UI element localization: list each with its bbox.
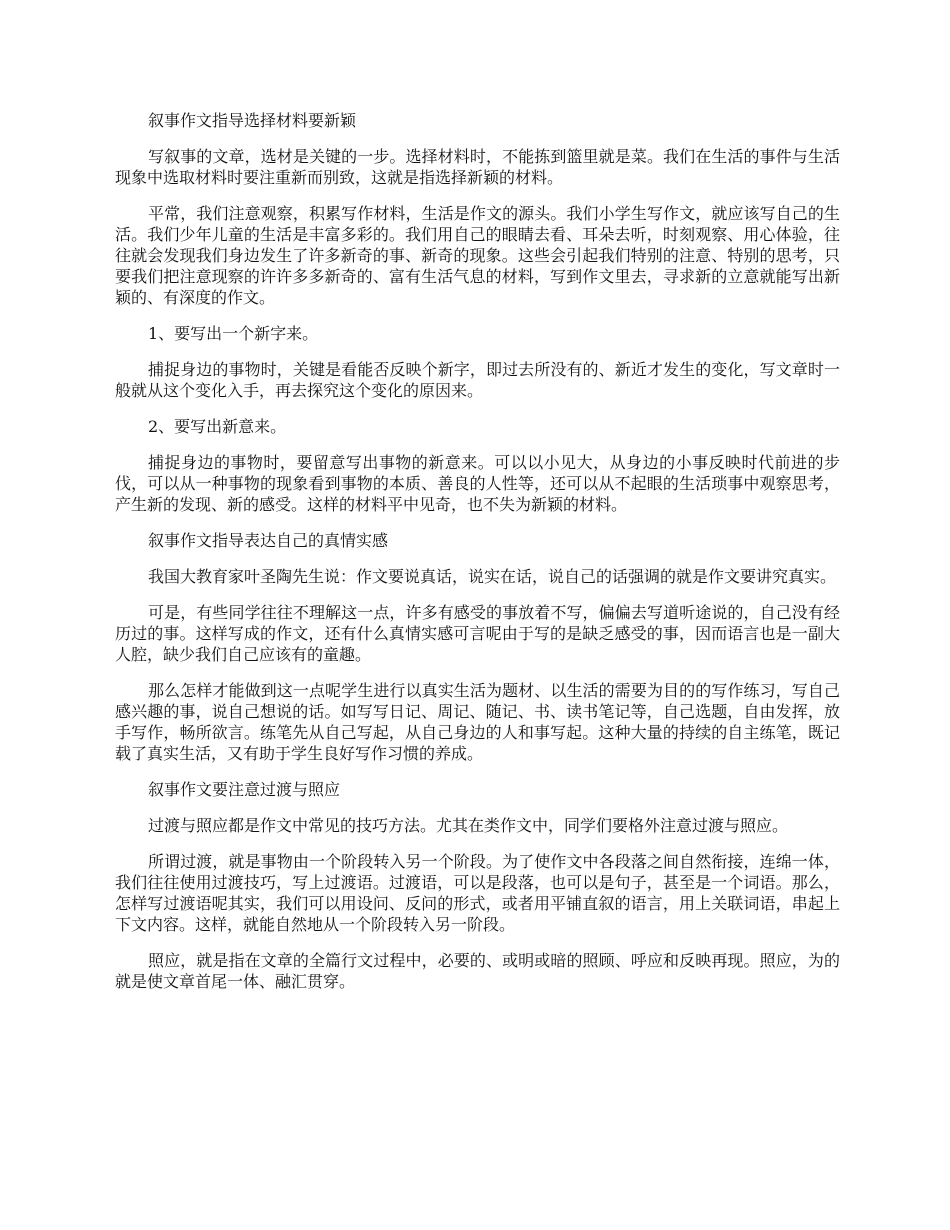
paragraph: 平常，我们注意观察，积累写作材料，生活是作文的源头。我们小学生写作文，就应该写自己的生活。我们少年儿童的生活是丰富多彩的。我们用自己的眼睛去看、耳朵去听，时刻观察、用心体验，往往就会发现我们身边发生了许多新奇的事、新奇的现象。这些会引起我们特别的注意、特别的思考，只要我们把注意现察的许许多多新奇的、富有生活气息的材料，写到作文里去，寻求新的立意就能写出新颖的、有深度的作文。 <box>115 204 840 307</box>
list-item-heading: 1、要写出一个新字来。 <box>148 324 319 343</box>
paragraph: 可是，有些同学往往不理解这一点，许多有感受的事放着不写，偏偏去写道听途说的，自己没有经历过的事。这样写成的作文，还有什么真情实感可言呢由于写的是缺乏感受的事，因而语言也是一副大人腔，缺少我们自己应该有的童趣。 <box>115 603 840 664</box>
section-heading: 叙事作文指导选择材料要新颖 <box>148 111 357 130</box>
paragraph: 我国大教育家叶圣陶先生说：作文要说真话，说实在话，说自己的话强调的就是作文要讲究真实。 <box>148 567 837 586</box>
paragraph: 所谓过渡，就是事物由一个阶段转入另一个阶段。为了使作文中各段落之间自然衔接，连绵一体，我们往往使用过渡技巧，写上过渡语。过渡语，可以是段落，也可以是句子，甚至是一个词语。那么，怎样写过渡语呢其实，我们可以用设问、反问的形式，或者用平铺直叙的语言，用上关联词语，串起上下文内容。这样，就能自然地从一个阶段转入另一阶段。 <box>115 852 840 934</box>
document-page <box>115 110 840 1007</box>
section-heading: 叙事作文要注意过渡与照应 <box>148 780 341 799</box>
paragraph: 写叙事的文章，选材是关键的一步。选择材料时，不能拣到篮里就是菜。我们在生活的事件与生活现象中选取材料时要注重新而别致，这就是指选择新颖的材料。 <box>115 147 840 187</box>
paragraph: 捕捉身边的事物时，关键是看能否反映个新字，即过去所没有的、新近才发生的变化，写文章时一般就从这个变化入手，再去探究这个变化的原因来。 <box>115 360 840 400</box>
paragraph: 捕捉身边的事物时，要留意写出事物的新意来。可以以小见大，从身边的小事反映时代前进的步伐，可以从一种事物的现象看到事物的本质、善良的人性等，还可以从不起眼的生活琐事中观察思考，产生新的发现、新的感受。这样的材料平中见奇，也不失为新颖的材料。 <box>115 453 840 514</box>
paragraph: 照应，就是指在文章的全篇行文过程中，必要的、或明或暗的照顾、呼应和反映再现。照应，为的就是使文章首尾一体、融汇贯穿。 <box>115 951 840 991</box>
paragraph: 过渡与照应都是作文中常见的技巧方法。尤其在类作文中，同学们要格外注意过渡与照应。 <box>148 816 789 835</box>
list-item-heading: 2、要写出新意来。 <box>148 417 287 436</box>
section-heading: 叙事作文指导表达自己的真情实感 <box>148 531 389 550</box>
paragraph: 那么怎样才能做到这一点呢学生进行以真实生活为题材、以生活的需要为目的的写作练习，写自己感兴趣的事，说自己想说的话。如写写日记、周记、随记、书、读书笔记等，自己选题，自由发挥，放手写作，畅所欲言。练笔先从自己写起，从自己身边的人和事写起。这种大量的持续的自主练笔，既记载了真实生活，又有助于学生良好写作习惯的养成。 <box>115 681 840 763</box>
